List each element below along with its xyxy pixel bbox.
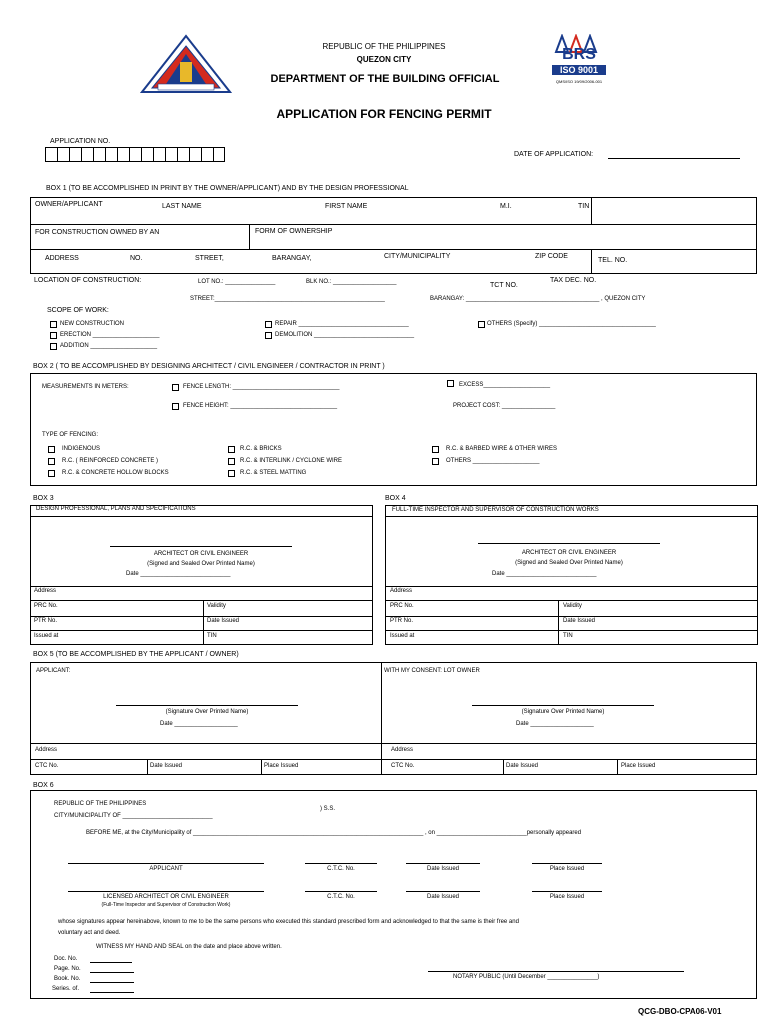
box3-title: DESIGN PROFESSIONAL, PLANS AND SPECIFICATIONS xyxy=(36,506,196,512)
project-cost-label: PROJECT COST: ________________ xyxy=(453,403,556,409)
box6-place-issued-label-1: Place Issued xyxy=(549,866,585,872)
rc-bricks-checkbox[interactable] xyxy=(228,446,235,453)
box5-applicant-ctc[interactable]: CTC No. xyxy=(35,763,59,769)
form-code: QCG-DBO-CPA06-V01 xyxy=(638,1007,722,1016)
box5-consent-label: WITH MY CONSENT: LOT OWNER xyxy=(384,668,480,674)
date-of-application-label: DATE OF APPLICATION: xyxy=(514,151,594,158)
address-label: ADDRESS xyxy=(45,255,79,262)
others-label: OTHERS (Specify) ___________________________________ xyxy=(487,321,656,327)
series-of-field[interactable] xyxy=(90,992,134,993)
box6-licensed-sub: (Full-Time Inspector and Supervisor of Construction Work) xyxy=(101,902,231,908)
doc-no-label: Doc. No. xyxy=(54,956,78,962)
box5-applicant-place-issued[interactable]: Place Issued xyxy=(264,763,299,769)
box3-label: BOX 3 xyxy=(33,495,54,502)
date-of-application-field[interactable] xyxy=(608,158,740,159)
fencing-others-label: OTHERS ____________________ xyxy=(446,458,540,464)
measurements-label: MEASUREMENTS IN METERS: xyxy=(42,384,129,390)
rc-chb-checkbox[interactable] xyxy=(48,470,55,477)
box2-title: BOX 2 ( TO BE ACCOMPLISHED BY DESIGNING ARCHITECT / CIVIL ENGINEER / CONTRACTOR IN PRINT ) xyxy=(33,363,385,370)
box5-applicant-signature-line[interactable] xyxy=(116,705,298,706)
box6-label: BOX 6 xyxy=(33,782,54,789)
tct-no-label: TCT NO. xyxy=(490,282,518,289)
box5 xyxy=(30,662,757,775)
republic-heading: REPUBLIC OF THE PHILIPPINES xyxy=(322,42,446,51)
street-field[interactable]: STREET:___________________________________________________ xyxy=(190,296,385,302)
addition-label: ADDITION ____________________ xyxy=(60,343,158,349)
box6-licensed-label: LICENSED ARCHITECT OR CIVIL ENGINEER xyxy=(103,894,229,900)
box3-ptr[interactable]: PTR No. xyxy=(34,618,58,624)
box6-place-issued-line-2[interactable] xyxy=(532,891,602,892)
form-title: APPLICATION FOR FENCING PERMIT xyxy=(276,107,492,121)
box4-validity[interactable]: Validity xyxy=(563,603,582,609)
box6-ctc-label-2: C.T.C. No. xyxy=(327,894,355,900)
box4-date[interactable]: Date ___________________________ xyxy=(492,571,597,577)
brs-text: BRS xyxy=(562,46,596,63)
box6-witness: WITNESS MY HAND AND SEAL on the date and place above written. xyxy=(96,944,282,950)
box3-address[interactable]: Address xyxy=(34,588,57,594)
demolition-label: DEMOLITION ______________________________ xyxy=(275,332,415,338)
blk-no-field[interactable]: BLK NO.: ___________________ xyxy=(306,279,397,285)
box5-applicant-date[interactable]: Date ___________________ xyxy=(160,721,238,727)
box6-date-issued-line-1[interactable] xyxy=(406,863,480,864)
rc-steel-checkbox[interactable] xyxy=(228,470,235,477)
box6-applicant-line[interactable] xyxy=(68,863,264,864)
others-checkbox[interactable] xyxy=(478,321,485,328)
new-construction-label: NEW CONSTRUCTION xyxy=(60,321,124,327)
fence-length-checkbox[interactable] xyxy=(172,384,179,391)
box6-republic: REPUBLIC OF THE PHILIPPINES xyxy=(54,801,147,807)
rc-interlink-label: R.C. & INTERLINK / CYCLONE WIRE xyxy=(240,458,343,464)
box3-date[interactable]: Date ___________________________ xyxy=(126,571,231,577)
zip-code-label: ZIP CODE xyxy=(535,253,568,260)
addition-checkbox[interactable] xyxy=(50,343,57,350)
box6-ctc-label-1: C.T.C. No. xyxy=(327,866,355,872)
fencing-others-checkbox[interactable] xyxy=(432,458,439,465)
excess-checkbox[interactable] xyxy=(447,380,454,387)
excess-label: EXCESS____________________ xyxy=(459,382,551,388)
tax-dec-label: TAX DEC. NO. xyxy=(550,277,597,284)
owner-applicant-label: OWNER/APPLICANT xyxy=(35,201,103,208)
rc-reinforced-label: R.C. ( REINFORCED CONCRETE ) xyxy=(62,458,158,464)
doc-no-field[interactable] xyxy=(90,962,132,963)
box3-signed: (Signed and Sealed Over Printed Name) xyxy=(147,561,255,567)
box3-date-issued[interactable]: Date Issued xyxy=(207,618,240,624)
city-municipality-label: CITY/MUNICIPALITY xyxy=(384,253,451,260)
box5-applicant-date-issued[interactable]: Date Issued xyxy=(150,763,183,769)
erection-checkbox[interactable] xyxy=(50,332,57,339)
for-construction-label: FOR CONSTRUCTION OWNED BY AN xyxy=(35,229,160,236)
tin-label: TIN xyxy=(578,203,590,210)
no-label: NO. xyxy=(130,255,143,262)
lot-no-field[interactable]: LOT NO.: _______________ xyxy=(198,279,276,285)
box4-signature-line[interactable] xyxy=(478,543,660,544)
box6-before-me: BEFORE ME, at the City/Municipality of _____________________________________________________________________ , on ___________________________personally appeared xyxy=(86,830,582,836)
box5-owner-ctc[interactable]: CTC No. xyxy=(391,763,415,769)
fence-height-label: FENCE HEIGHT: ________________________________ xyxy=(183,403,338,409)
rc-reinforced-checkbox[interactable] xyxy=(48,458,55,465)
barangay-field[interactable]: BARANGAY: ________________________________________ , QUEZON CITY xyxy=(430,296,646,302)
box4-issued-at[interactable]: Issued at xyxy=(390,633,415,639)
indigenous-label: INDIGENOUS xyxy=(62,446,101,452)
series-of-label: Series. of. xyxy=(52,986,80,992)
box5-owner-date-issued[interactable]: Date Issued xyxy=(506,763,539,769)
type-of-fencing-label: TYPE OF FENCING: xyxy=(42,432,99,438)
street-label: STREET, xyxy=(195,255,224,262)
box1-title: BOX 1 (TO BE ACCOMPLISHED IN PRINT BY THE OWNER/APPLICANT) AND BY THE DESIGN PROFESSIONAL xyxy=(46,185,409,192)
box5-owner-address[interactable]: Address xyxy=(391,747,414,753)
box5-owner-date[interactable]: Date ___________________ xyxy=(516,721,594,727)
brs-iso-logo xyxy=(548,34,610,90)
box3-tin[interactable]: TIN xyxy=(207,633,217,639)
box4-ptr[interactable]: PTR No. xyxy=(390,618,414,624)
new-construction-checkbox[interactable] xyxy=(50,321,57,328)
box4-signed: (Signed and Sealed Over Printed Name) xyxy=(515,560,623,566)
book-no-label: Book. No. xyxy=(54,976,81,982)
box6-place-issued-label-2: Place Issued xyxy=(549,894,585,900)
box3-issued-at[interactable]: Issued at xyxy=(34,633,59,639)
tel-no-label: TEL. NO. xyxy=(598,257,628,264)
notary-public-label: NOTARY PUBLIC (Until December _______________) xyxy=(453,974,600,980)
barangay-label: BARANGAY, xyxy=(272,255,312,262)
box4-label: BOX 4 xyxy=(385,495,406,502)
iso-badge: ISO 9001 xyxy=(552,65,606,75)
fence-height-checkbox[interactable] xyxy=(172,403,179,410)
box6-licensed-line[interactable] xyxy=(68,891,264,892)
city-heading: QUEZON CITY xyxy=(356,55,412,64)
box6-voluntary: voluntary act and deed. xyxy=(58,930,121,936)
iso-sub: QMS/ISO 19/09/2006-001 xyxy=(555,79,603,84)
box4-prc[interactable]: PRC No. xyxy=(390,603,414,609)
rc-barbed-checkbox[interactable] xyxy=(432,446,439,453)
box6-ctc-line-1[interactable] xyxy=(305,863,377,864)
box3-role: ARCHITECT OR CIVIL ENGINEER xyxy=(153,551,249,557)
department-heading: DEPARTMENT OF THE BUILDING OFFICIAL xyxy=(270,73,500,85)
box6-applicant-label: APPLICANT xyxy=(149,866,183,872)
rc-chb-label: R.C. & CONCRETE HOLLOW BLOCKS xyxy=(62,470,169,476)
demolition-checkbox[interactable] xyxy=(265,332,272,339)
notary-signature-line[interactable] xyxy=(428,971,684,972)
rc-barbed-label: R.C. & BARBED WIRE & OTHER WIRES xyxy=(446,446,558,452)
book-no-field[interactable] xyxy=(90,982,134,983)
box6-date-issued-line-2[interactable] xyxy=(406,891,480,892)
box4-tin[interactable]: TIN xyxy=(563,633,573,639)
box5-applicant-address[interactable]: Address xyxy=(35,747,58,753)
erection-label: ERECTION ____________________ xyxy=(60,332,160,338)
box6-city-municipality[interactable]: CITY/MUNICIPALITY OF ___________________________ xyxy=(54,813,213,819)
last-name-label: LAST NAME xyxy=(162,203,202,210)
quezon-city-seal xyxy=(140,34,232,94)
box5-owner-signature-line[interactable] xyxy=(472,705,654,706)
repair-checkbox[interactable] xyxy=(265,321,272,328)
rc-bricks-label: R.C. & BRICKS xyxy=(240,446,282,452)
page-no-label: Page. No. xyxy=(54,966,81,972)
box3-signature-line[interactable] xyxy=(110,546,292,547)
location-label: LOCATION OF CONSTRUCTION: xyxy=(34,277,142,284)
mi-label: M.I. xyxy=(500,203,512,210)
box5-applicant-label: APPLICANT: xyxy=(36,668,71,674)
box5-owner-place-issued[interactable]: Place Issued xyxy=(621,763,656,769)
indigenous-checkbox[interactable] xyxy=(48,446,55,453)
box6-date-issued-label-2: Date Issued xyxy=(426,894,460,900)
form-of-ownership-label: FORM OF OWNERSHIP xyxy=(255,228,333,235)
box3-prc[interactable]: PRC No. xyxy=(34,603,58,609)
box3-validity[interactable]: Validity xyxy=(207,603,226,609)
box4-title: FULL-TIME INSPECTOR AND SUPERVISOR OF CONSTRUCTION WORKS xyxy=(392,507,599,513)
fence-length-label: FENCE LENGTH: ________________________________ xyxy=(183,384,340,390)
application-no-label: APPLICATION NO. xyxy=(50,138,111,145)
box4-role: ARCHITECT OR CIVIL ENGINEER xyxy=(521,550,617,556)
application-no-boxes[interactable] xyxy=(45,147,225,162)
box4-address[interactable]: Address xyxy=(390,588,413,594)
first-name-label: FIRST NAME xyxy=(325,203,368,210)
rc-interlink-checkbox[interactable] xyxy=(228,458,235,465)
rc-steel-label: R.C. & STEEL MATTING xyxy=(240,470,307,476)
scope-label: SCOPE OF WORK: xyxy=(47,307,109,314)
box5-applicant-sig: (Signature Over Printed Name) xyxy=(165,709,249,715)
box6-place-issued-line-1[interactable] xyxy=(532,863,602,864)
box6-date-issued-label-1: Date Issued xyxy=(426,866,460,872)
repair-label: REPAIR _________________________________ xyxy=(275,321,409,327)
box4-date-issued[interactable]: Date Issued xyxy=(563,618,596,624)
page-no-field[interactable] xyxy=(90,972,134,973)
box6-ss: ) S.S. xyxy=(320,806,336,812)
box6-whose: whose signatures appear hereinabove, known to me to be the same persons who executed this standard prescribed form and acknowledged to that the same is their free and xyxy=(58,919,519,925)
box5-owner-sig: (Signature Over Printed Name) xyxy=(521,709,605,715)
box5-title: BOX 5 (TO BE ACCOMPLISHED BY THE APPLICANT / OWNER) xyxy=(33,651,239,658)
box6-ctc-line-2[interactable] xyxy=(305,891,377,892)
